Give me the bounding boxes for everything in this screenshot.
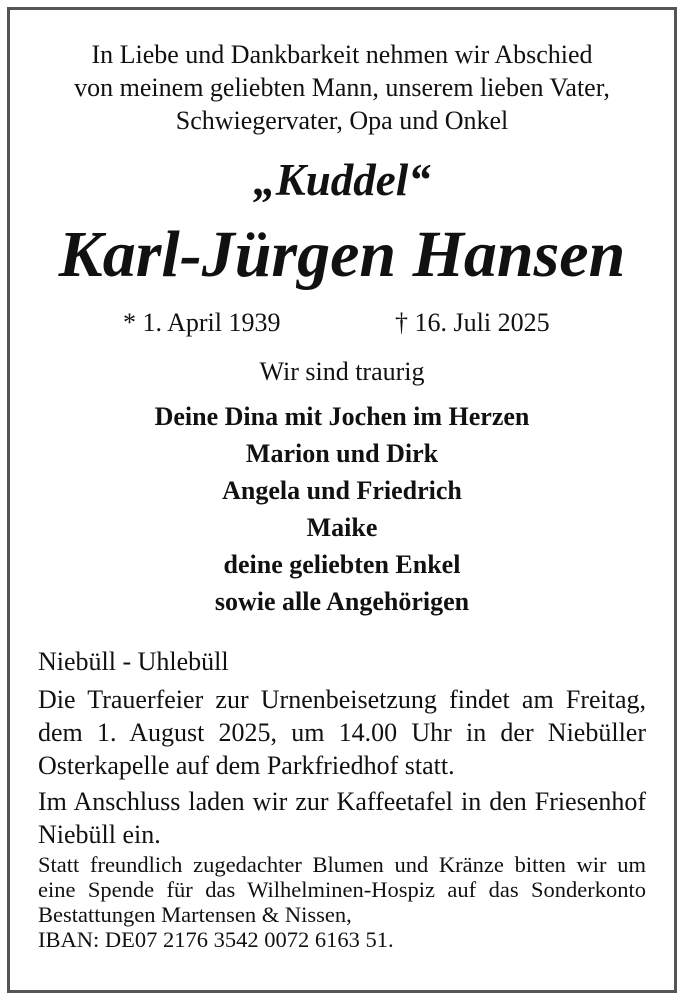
nickname: „Kuddel“ xyxy=(253,155,431,205)
birth-date: * 1. April 1939 xyxy=(123,308,281,337)
donation-info xyxy=(38,852,646,952)
death-date: † 16. Juli 2025 xyxy=(395,308,550,337)
intro-line: Schwiegervater, Opa und Onkel xyxy=(175,106,509,135)
intro-line: In Liebe und Dankbarkeit nehmen wir Abschied xyxy=(91,40,593,69)
ceremony-info: Die Trauerfeier zur Urnenbeisetzung findet am Freitag, dem 1. August 2025, um 14.00 Uhr in der Niebüller Osterkapelle auf dem Parkfriedhof statt. xyxy=(38,685,646,780)
deceased-name: Karl-Jürgen Hansen xyxy=(58,218,626,291)
invitation-info: Im Anschluss laden wir zur Kaffeetafel in den Friesenhof Niebüll ein. xyxy=(38,787,646,849)
iban: IBAN: DE07 2176 3542 0072 6163 51. xyxy=(38,927,394,952)
family-member: Maike xyxy=(306,513,378,542)
family-member: deine geliebten Enkel xyxy=(223,550,461,579)
family-list xyxy=(0,398,684,620)
family-member: Marion und Dirk xyxy=(245,439,439,468)
family-member: Deine Dina mit Jochen im Herzen xyxy=(154,402,530,431)
intro-line: von meinem geliebten Mann, unserem lieben Vater, xyxy=(74,73,610,102)
family-member: Angela und Friedrich xyxy=(222,476,462,505)
intro-text xyxy=(0,38,684,137)
mourning-line: Wir sind traurig xyxy=(259,357,425,386)
family-member: sowie alle Angehörigen xyxy=(214,587,470,616)
donation-text: Statt freundlich zugedachter Blumen und Kränze bitten wir um eine Spende für das Wilhelminen-Hospiz auf das Sonderkonto Bestattungen Martensen & Nissen, xyxy=(38,852,646,927)
location: Niebüll - Uhlebüll xyxy=(38,647,229,676)
